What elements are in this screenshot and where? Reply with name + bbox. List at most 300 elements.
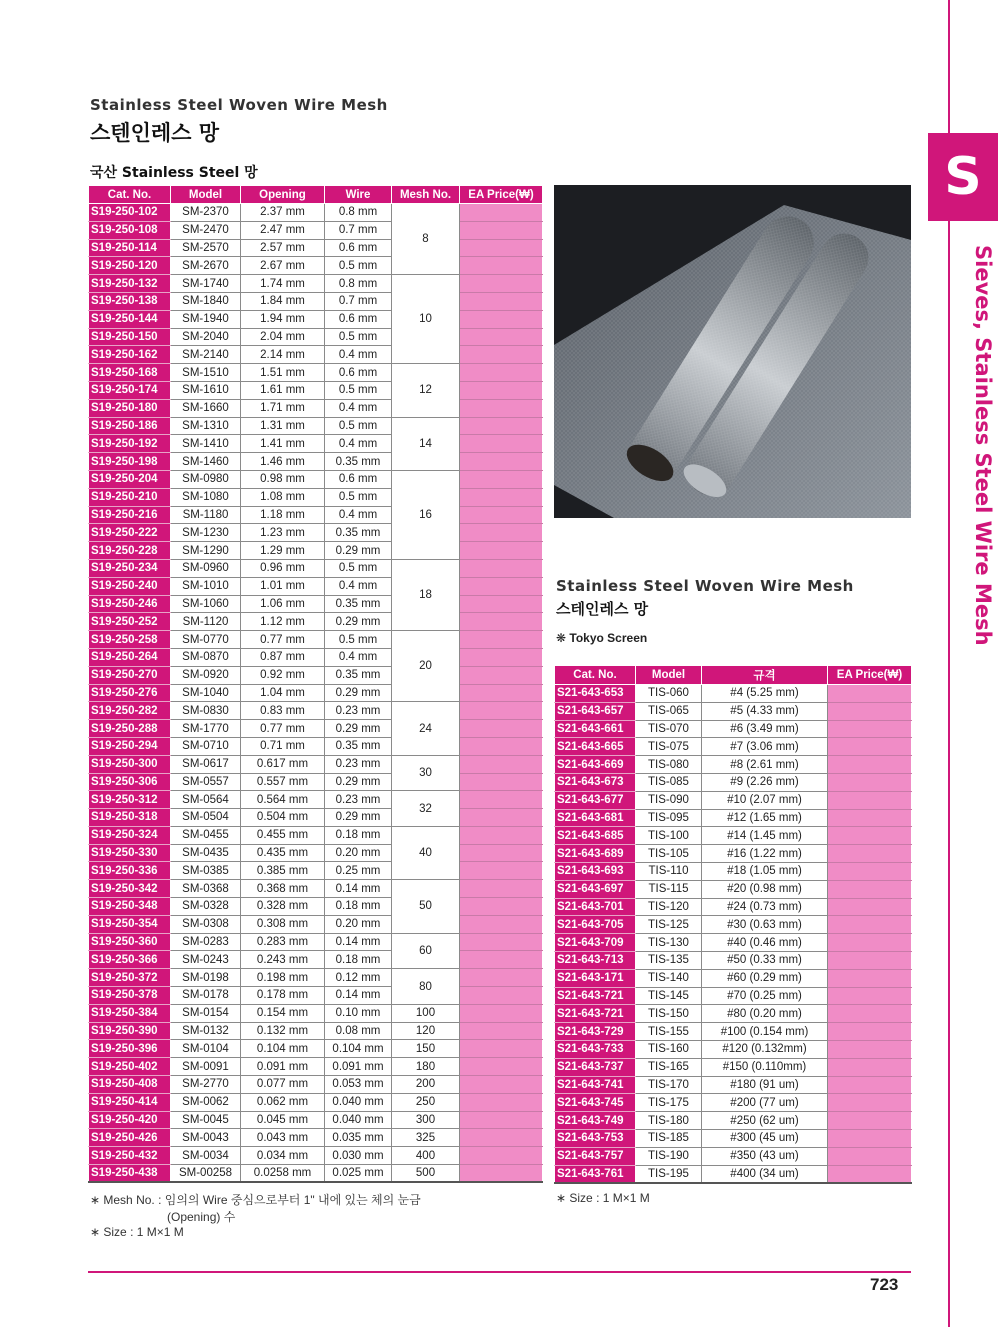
table-row xyxy=(89,1111,543,1129)
cat-no-cell: S21-643-741 xyxy=(555,1076,636,1094)
spec-cell: #4 (5.25 mm) xyxy=(702,685,828,703)
table-row xyxy=(89,310,543,328)
mesh-no-cell: 20 xyxy=(392,631,460,702)
cat-no-cell: S19-250-390 xyxy=(89,1022,171,1040)
opening-cell: 1.18 mm xyxy=(241,506,325,524)
wire-cell: 0.35 mm xyxy=(325,666,392,684)
cat-no-cell: S19-250-438 xyxy=(89,1165,171,1183)
price-cell xyxy=(828,791,912,809)
opening-cell: 1.23 mm xyxy=(241,524,325,542)
page-number: 723 xyxy=(870,1275,899,1294)
col-header-cat-no: Cat. No. xyxy=(555,666,636,685)
model-cell: TIS-140 xyxy=(636,969,702,987)
cat-no-cell: S19-250-336 xyxy=(89,862,171,880)
cat-no-cell: S19-250-216 xyxy=(89,506,171,524)
opening-cell: 1.29 mm xyxy=(241,542,325,560)
wire-cell: 0.4 mm xyxy=(325,506,392,524)
model-cell: SM-1080 xyxy=(171,488,241,506)
model-cell: TIS-110 xyxy=(636,862,702,880)
cat-no-cell: S19-250-324 xyxy=(89,826,171,844)
right-title-ko: 스테인레스 망 xyxy=(556,600,649,618)
model-cell: SM-0830 xyxy=(171,702,241,720)
model-cell: SM-0104 xyxy=(171,1040,241,1058)
price-cell xyxy=(828,951,912,969)
cat-no-cell: S19-250-426 xyxy=(89,1129,171,1147)
left-title-en: Stainless Steel Woven Wire Mesh xyxy=(90,96,388,114)
wire-cell: 0.4 mm xyxy=(325,577,392,595)
wire-cell: 0.5 mm xyxy=(325,559,392,577)
wire-cell: 0.25 mm xyxy=(325,862,392,880)
price-cell xyxy=(460,720,543,738)
price-cell xyxy=(460,1004,543,1022)
opening-cell: 0.091 mm xyxy=(241,1058,325,1076)
right-header-row xyxy=(555,666,912,685)
model-cell: SM-0980 xyxy=(171,470,241,488)
cat-no-cell: S19-250-234 xyxy=(89,559,171,577)
table-row xyxy=(89,684,543,702)
model-cell: TIS-145 xyxy=(636,987,702,1005)
table-row xyxy=(89,1076,543,1094)
model-cell: TIS-130 xyxy=(636,934,702,952)
model-cell: SM-0243 xyxy=(171,951,241,969)
table-row xyxy=(555,898,912,916)
opening-cell: 0.077 mm xyxy=(241,1076,325,1094)
model-cell: SM-1310 xyxy=(171,417,241,435)
table-row xyxy=(89,595,543,613)
price-cell xyxy=(460,292,543,310)
mesh-no-cell: 40 xyxy=(392,826,460,879)
price-cell xyxy=(460,737,543,755)
opening-cell: 2.04 mm xyxy=(241,328,325,346)
spec-cell: #50 (0.33 mm) xyxy=(702,951,828,969)
cat-no-cell: S19-250-414 xyxy=(89,1093,171,1111)
cat-no-cell: S19-250-252 xyxy=(89,613,171,631)
table-row xyxy=(89,844,543,862)
model-cell: TIS-190 xyxy=(636,1147,702,1165)
price-cell xyxy=(460,399,543,417)
cat-no-cell: S21-643-753 xyxy=(555,1129,636,1147)
opening-cell: 1.71 mm xyxy=(241,399,325,417)
table-row xyxy=(89,524,543,542)
table-row xyxy=(555,1058,912,1076)
wire-cell: 0.053 mm xyxy=(325,1076,392,1094)
model-cell: TIS-185 xyxy=(636,1129,702,1147)
price-cell xyxy=(460,1040,543,1058)
table-row xyxy=(89,613,543,631)
cat-no-cell: S21-643-701 xyxy=(555,898,636,916)
cat-no-cell: S21-643-657 xyxy=(555,702,636,720)
wire-cell: 0.6 mm xyxy=(325,470,392,488)
table-row xyxy=(89,417,543,435)
cat-no-cell: S21-643-171 xyxy=(555,969,636,987)
wire-cell: 0.5 mm xyxy=(325,631,392,649)
table-row xyxy=(89,791,543,809)
spec-cell: #100 (0.154 mm) xyxy=(702,1023,828,1041)
price-cell xyxy=(460,631,543,649)
price-cell xyxy=(460,595,543,613)
model-cell: SM-0557 xyxy=(171,773,241,791)
model-cell: TIS-090 xyxy=(636,791,702,809)
model-cell: SM-2040 xyxy=(171,328,241,346)
table-row xyxy=(89,1147,543,1165)
wire-cell: 0.035 mm xyxy=(325,1129,392,1147)
model-cell: SM-1010 xyxy=(171,577,241,595)
model-cell: SM-0132 xyxy=(171,1022,241,1040)
model-cell: SM-0043 xyxy=(171,1129,241,1147)
model-cell: SM-0617 xyxy=(171,755,241,773)
table-row xyxy=(555,809,912,827)
wire-cell: 0.35 mm xyxy=(325,453,392,471)
price-cell xyxy=(460,1147,543,1165)
model-cell: SM-1060 xyxy=(171,595,241,613)
cat-no-cell: S19-250-198 xyxy=(89,453,171,471)
cat-no-cell: S19-250-240 xyxy=(89,577,171,595)
model-cell: TIS-180 xyxy=(636,1112,702,1130)
table-row xyxy=(555,987,912,1005)
price-cell xyxy=(460,809,543,827)
table-row xyxy=(89,773,543,791)
price-cell xyxy=(460,435,543,453)
table-row xyxy=(555,1147,912,1165)
model-cell: SM-1410 xyxy=(171,435,241,453)
table-row xyxy=(89,292,543,310)
price-cell xyxy=(460,684,543,702)
table-row xyxy=(555,827,912,845)
price-cell xyxy=(828,862,912,880)
mesh-no-cell: 180 xyxy=(392,1058,460,1076)
wire-cell: 0.29 mm xyxy=(325,542,392,560)
cat-no-cell: S21-643-729 xyxy=(555,1023,636,1041)
cat-no-cell: S19-250-150 xyxy=(89,328,171,346)
price-cell xyxy=(828,934,912,952)
cat-no-cell: S19-250-228 xyxy=(89,542,171,560)
table-row xyxy=(89,1093,543,1111)
spec-cell: #5 (4.33 mm) xyxy=(702,702,828,720)
mesh-no-cell: 50 xyxy=(392,880,460,933)
table-row xyxy=(555,756,912,774)
col-header-wire: Wire xyxy=(325,186,392,204)
wire-cell: 0.20 mm xyxy=(325,844,392,862)
table-row xyxy=(89,542,543,560)
cat-no-cell: S21-643-721 xyxy=(555,987,636,1005)
price-cell xyxy=(460,1076,543,1094)
wire-cell: 0.5 mm xyxy=(325,488,392,506)
opening-cell: 1.04 mm xyxy=(241,684,325,702)
cat-no-cell: S19-250-114 xyxy=(89,239,171,257)
cat-no-cell: S21-643-757 xyxy=(555,1147,636,1165)
cat-no-cell: S21-643-661 xyxy=(555,720,636,738)
model-cell: TIS-195 xyxy=(636,1165,702,1183)
table-row xyxy=(555,791,912,809)
opening-cell: 0.455 mm xyxy=(241,826,325,844)
table-row xyxy=(555,1112,912,1130)
model-cell: TIS-065 xyxy=(636,702,702,720)
wire-cell: 0.18 mm xyxy=(325,898,392,916)
cat-no-cell: S19-250-294 xyxy=(89,737,171,755)
table-row xyxy=(89,275,543,293)
wire-cell: 0.29 mm xyxy=(325,720,392,738)
price-cell xyxy=(828,1094,912,1112)
table-row xyxy=(89,933,543,951)
opening-cell: 0.368 mm xyxy=(241,880,325,898)
wire-cell: 0.4 mm xyxy=(325,435,392,453)
mesh-no-cell: 150 xyxy=(392,1040,460,1058)
left-title-ko: 스텐인레스 망 xyxy=(90,121,220,145)
cat-no-cell: S19-250-408 xyxy=(89,1076,171,1094)
opening-cell: 0.385 mm xyxy=(241,862,325,880)
cat-no-cell: S21-643-689 xyxy=(555,845,636,863)
wire-cell: 0.5 mm xyxy=(325,257,392,275)
table-row xyxy=(89,239,543,257)
table-row xyxy=(555,720,912,738)
cat-no-cell: S19-250-378 xyxy=(89,987,171,1005)
cat-no-cell: S19-250-354 xyxy=(89,915,171,933)
cat-no-cell: S19-250-276 xyxy=(89,684,171,702)
spec-cell: #300 (45 um) xyxy=(702,1129,828,1147)
table-row xyxy=(89,381,543,399)
table-row xyxy=(89,702,543,720)
opening-cell: 1.06 mm xyxy=(241,595,325,613)
cat-no-cell: S21-643-673 xyxy=(555,773,636,791)
wire-cell: 0.4 mm xyxy=(325,346,392,364)
opening-cell: 1.01 mm xyxy=(241,577,325,595)
model-cell: SM-0920 xyxy=(171,666,241,684)
wire-cell: 0.29 mm xyxy=(325,684,392,702)
price-cell xyxy=(460,862,543,880)
price-cell xyxy=(460,1058,543,1076)
price-cell xyxy=(828,1005,912,1023)
model-cell: SM-0062 xyxy=(171,1093,241,1111)
cat-no-cell: S19-250-162 xyxy=(89,346,171,364)
cat-no-cell: S21-643-713 xyxy=(555,951,636,969)
wire-cell: 0.35 mm xyxy=(325,595,392,613)
model-cell: TIS-165 xyxy=(636,1058,702,1076)
price-cell xyxy=(460,898,543,916)
model-cell: SM-0178 xyxy=(171,987,241,1005)
model-cell: SM-1180 xyxy=(171,506,241,524)
spec-cell: #24 (0.73 mm) xyxy=(702,898,828,916)
price-cell xyxy=(460,1165,543,1183)
table-row xyxy=(89,488,543,506)
table-row xyxy=(555,1005,912,1023)
price-cell xyxy=(460,488,543,506)
cat-no-cell: S21-643-737 xyxy=(555,1058,636,1076)
spec-cell: #350 (43 um) xyxy=(702,1147,828,1165)
spec-cell: #9 (2.26 mm) xyxy=(702,773,828,791)
price-cell xyxy=(460,381,543,399)
cat-no-cell: S19-250-120 xyxy=(89,257,171,275)
right-spec-table xyxy=(554,665,912,1184)
cat-no-cell: S21-643-709 xyxy=(555,934,636,952)
opening-cell: 1.12 mm xyxy=(241,613,325,631)
model-cell: SM-0870 xyxy=(171,648,241,666)
opening-cell: 2.57 mm xyxy=(241,239,325,257)
cat-no-cell: S19-250-306 xyxy=(89,773,171,791)
price-cell xyxy=(460,755,543,773)
model-cell: SM-0308 xyxy=(171,915,241,933)
opening-cell: 0.283 mm xyxy=(241,933,325,951)
wire-cell: 0.29 mm xyxy=(325,809,392,827)
opening-cell: 0.132 mm xyxy=(241,1022,325,1040)
cat-no-cell: S19-250-102 xyxy=(89,204,171,222)
spec-cell: #8 (2.61 mm) xyxy=(702,756,828,774)
opening-cell: 2.47 mm xyxy=(241,221,325,239)
opening-cell: 0.198 mm xyxy=(241,969,325,987)
table-row xyxy=(89,1129,543,1147)
table-row xyxy=(555,1129,912,1147)
price-cell xyxy=(460,470,543,488)
price-cell xyxy=(828,1165,912,1183)
price-cell xyxy=(460,1129,543,1147)
table-row xyxy=(89,470,543,488)
table-row xyxy=(89,755,543,773)
table-row xyxy=(89,862,543,880)
opening-cell: 0.034 mm xyxy=(241,1147,325,1165)
table-row xyxy=(89,1058,543,1076)
model-cell: SM-2470 xyxy=(171,221,241,239)
table-row xyxy=(555,702,912,720)
opening-cell: 1.94 mm xyxy=(241,310,325,328)
cat-no-cell: S19-250-312 xyxy=(89,791,171,809)
right-note-size: ∗ Size : 1 M×1 M xyxy=(556,1191,650,1205)
model-cell: TIS-135 xyxy=(636,951,702,969)
table-row xyxy=(89,257,543,275)
footer-rule xyxy=(88,1271,911,1273)
col-header-cat-no: Cat. No. xyxy=(89,186,171,204)
cat-no-cell: S19-250-186 xyxy=(89,417,171,435)
mesh-no-cell: 325 xyxy=(392,1129,460,1147)
spec-cell: #400 (34 um) xyxy=(702,1165,828,1183)
model-cell: SM-1510 xyxy=(171,364,241,382)
model-cell: TIS-085 xyxy=(636,773,702,791)
model-cell: SM-1460 xyxy=(171,453,241,471)
opening-cell: 0.178 mm xyxy=(241,987,325,1005)
model-cell: TIS-070 xyxy=(636,720,702,738)
wire-cell: 0.5 mm xyxy=(325,417,392,435)
table-row xyxy=(555,1076,912,1094)
price-cell xyxy=(460,1111,543,1129)
table-row xyxy=(89,720,543,738)
spec-cell: #80 (0.20 mm) xyxy=(702,1005,828,1023)
mesh-no-cell: 8 xyxy=(392,204,460,275)
opening-cell: 0.557 mm xyxy=(241,773,325,791)
model-cell: TIS-160 xyxy=(636,1040,702,1058)
cat-no-cell: S21-643-665 xyxy=(555,738,636,756)
opening-cell: 0.71 mm xyxy=(241,737,325,755)
table-row xyxy=(555,862,912,880)
wire-cell: 0.23 mm xyxy=(325,702,392,720)
table-row xyxy=(89,631,543,649)
spec-cell: #120 (0.132mm) xyxy=(702,1040,828,1058)
price-cell xyxy=(828,845,912,863)
col-header-spec: 규격 xyxy=(702,666,828,685)
opening-cell: 2.67 mm xyxy=(241,257,325,275)
spec-cell: #40 (0.46 mm) xyxy=(702,934,828,952)
left-spec-table xyxy=(88,185,543,1183)
table-row xyxy=(555,880,912,898)
opening-cell: 0.045 mm xyxy=(241,1111,325,1129)
model-cell: TIS-120 xyxy=(636,898,702,916)
price-cell xyxy=(460,310,543,328)
mesh-no-cell: 400 xyxy=(392,1147,460,1165)
spec-cell: #200 (77 um) xyxy=(702,1094,828,1112)
table-row xyxy=(89,951,543,969)
spec-cell: #20 (0.98 mm) xyxy=(702,880,828,898)
table-row xyxy=(555,916,912,934)
model-cell: SM-2670 xyxy=(171,257,241,275)
table-row xyxy=(555,685,912,703)
price-cell xyxy=(460,559,543,577)
wire-cell: 0.104 mm xyxy=(325,1040,392,1058)
mesh-no-cell: 500 xyxy=(392,1165,460,1183)
spec-cell: #60 (0.29 mm) xyxy=(702,969,828,987)
model-cell: SM-0154 xyxy=(171,1004,241,1022)
table-row xyxy=(89,737,543,755)
model-cell: TIS-150 xyxy=(636,1005,702,1023)
left-subtitle: 국산 Stainless Steel 망 xyxy=(90,165,258,181)
wire-cell: 0.4 mm xyxy=(325,399,392,417)
wire-mesh-rolls-image xyxy=(554,185,911,518)
left-header-row xyxy=(89,186,543,204)
model-cell: SM-0328 xyxy=(171,898,241,916)
cat-no-cell: S19-250-210 xyxy=(89,488,171,506)
mesh-no-cell: 32 xyxy=(392,791,460,827)
model-cell: SM-1660 xyxy=(171,399,241,417)
table-row xyxy=(555,951,912,969)
mesh-no-cell: 30 xyxy=(392,755,460,791)
wire-cell: 0.040 mm xyxy=(325,1093,392,1111)
mesh-no-cell: 24 xyxy=(392,702,460,755)
cat-no-cell: S19-250-222 xyxy=(89,524,171,542)
wire-cell: 0.025 mm xyxy=(325,1165,392,1183)
table-row xyxy=(89,880,543,898)
cat-no-cell: S21-643-681 xyxy=(555,809,636,827)
wire-cell: 0.6 mm xyxy=(325,364,392,382)
wire-cell: 0.14 mm xyxy=(325,987,392,1005)
price-cell xyxy=(828,1058,912,1076)
price-cell xyxy=(828,720,912,738)
model-cell: TIS-125 xyxy=(636,916,702,934)
cat-no-cell: S19-250-300 xyxy=(89,755,171,773)
table-row xyxy=(89,1022,543,1040)
col-header-price: EA Price(₩) xyxy=(828,666,912,685)
opening-cell: 0.435 mm xyxy=(241,844,325,862)
model-cell: TIS-175 xyxy=(636,1094,702,1112)
price-cell xyxy=(828,1112,912,1130)
opening-cell: 0.83 mm xyxy=(241,702,325,720)
model-cell: TIS-115 xyxy=(636,880,702,898)
cat-no-cell: S19-250-420 xyxy=(89,1111,171,1129)
price-cell xyxy=(460,702,543,720)
price-cell xyxy=(460,773,543,791)
table-row xyxy=(555,738,912,756)
opening-cell: 0.504 mm xyxy=(241,809,325,827)
cat-no-cell: S19-250-372 xyxy=(89,969,171,987)
wire-cell: 0.23 mm xyxy=(325,791,392,809)
wire-cell: 0.5 mm xyxy=(325,328,392,346)
cat-no-cell: S19-250-132 xyxy=(89,275,171,293)
model-cell: TIS-105 xyxy=(636,845,702,863)
model-cell: SM-0045 xyxy=(171,1111,241,1129)
maker-label: ❋ Tokyo Screen xyxy=(556,631,648,645)
table-row xyxy=(555,1040,912,1058)
wire-cell: 0.14 mm xyxy=(325,880,392,898)
col-header-model: Model xyxy=(636,666,702,685)
mesh-no-cell: 200 xyxy=(392,1076,460,1094)
price-cell xyxy=(460,542,543,560)
mesh-no-cell: 100 xyxy=(392,1004,460,1022)
table-row xyxy=(89,204,543,222)
